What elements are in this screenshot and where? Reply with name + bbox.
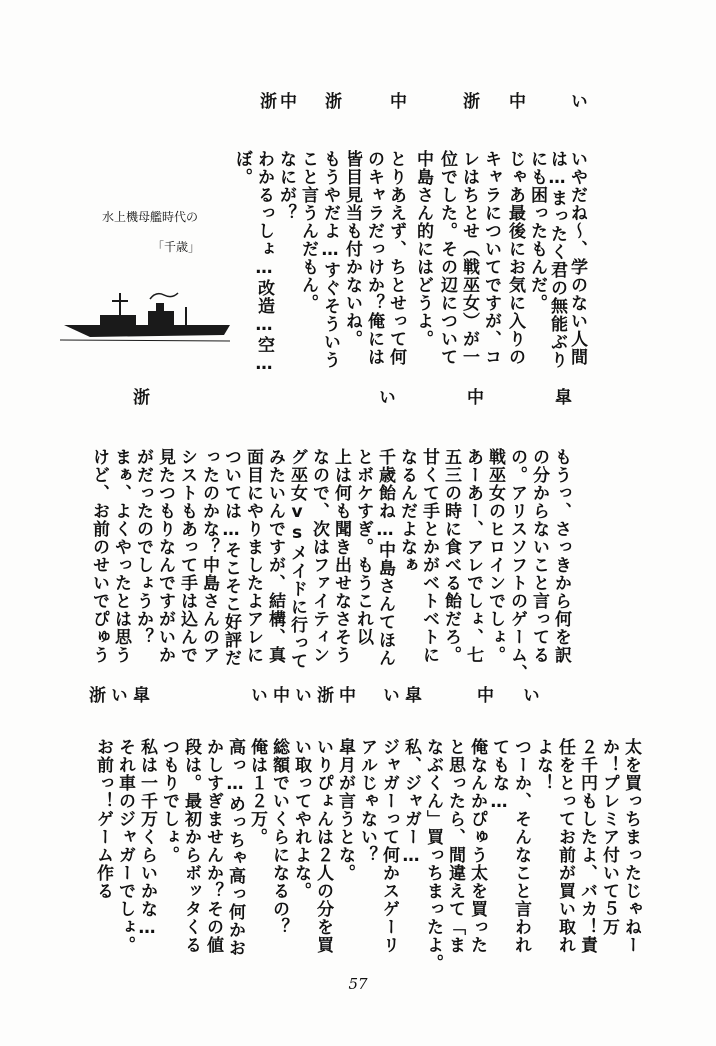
- dialogue-line: キャラについてですが、コ: [481, 150, 501, 366]
- dialogue-line: もうっ、さっきから何を訳: [551, 448, 571, 664]
- speaker-label: い: [375, 388, 395, 405]
- speaker-label: 浙: [321, 92, 341, 109]
- dialogue-line: 位でした。その辺について: [437, 150, 457, 366]
- illustration-caption: 「千歳」: [152, 240, 201, 254]
- dialogue-line: なので、次はファイティン: [309, 448, 329, 664]
- dialogue-line: の分からないこと言ってる: [529, 448, 549, 664]
- speaker-label: 中: [335, 686, 355, 703]
- dialogue-line: 任をとってお前が買い取れ: [555, 738, 575, 954]
- speaker-label: い: [291, 686, 311, 703]
- speaker-label: い: [379, 686, 399, 703]
- speaker-label: 中: [386, 92, 406, 109]
- dialogue-line: けど、お前のせいでぴゅう: [89, 448, 109, 664]
- dialogue-line: シストもあって手は込んで: [177, 448, 197, 664]
- speaker-label: い: [567, 92, 587, 109]
- dialogue-line: 皆目見当も付かないね。: [342, 150, 362, 348]
- dialogue-line: 段は。最初からボッタくる: [181, 738, 201, 954]
- dialogue-line: とりあえず、ちとせって何: [386, 150, 406, 366]
- speaker-label: 皐: [129, 686, 149, 703]
- dialogue-line: 私は一千万くらいかな…: [137, 738, 157, 939]
- speaker-label: い: [519, 686, 539, 703]
- dialogue-line: か！プレミア付いて５万: [599, 738, 619, 936]
- dialogue-line: 総額でいくらになるの？: [269, 738, 289, 936]
- dialogue-line: それ車のジャガーでしょ。: [115, 738, 135, 954]
- dialogue-line: よな！: [533, 738, 553, 792]
- dialogue-line: 皐月が言うとな。: [335, 738, 355, 882]
- dialogue-line: てもな…: [489, 738, 509, 813]
- dialogue-line: みたいんですが、結構、真: [265, 448, 285, 664]
- dialogue-line: こと言うんだもん。: [298, 150, 318, 312]
- dialogue-line: つもりでしょ。: [159, 738, 179, 864]
- dialogue-line: のキャラだっけか？俺には: [364, 150, 384, 366]
- dialogue-line: じゃあ最後にお気に入りの: [505, 150, 525, 366]
- dialogue-line: ジャガーって何かスゲーリ: [379, 738, 399, 954]
- speaker-label: 浙: [459, 92, 479, 109]
- speaker-label: 浙: [85, 686, 105, 703]
- dialogue-line: 俺なんかぴゅう太を買った: [467, 738, 487, 954]
- dialogue-line: なるんだよなぁ: [397, 448, 417, 574]
- illustration-caption: 水上機母艦時代の: [102, 210, 199, 224]
- dialogue-line: ついては…そこそこ好評だ: [221, 448, 241, 667]
- speaker-label: 中: [463, 388, 483, 405]
- dialogue-line: 高っ…めっちゃ高っ何かお: [225, 738, 245, 957]
- dialogue-line: の。アリスソフトのゲーム、: [507, 448, 527, 682]
- dialogue-line: 私、ジャガー…: [401, 738, 421, 867]
- dialogue-line: わかるっしょ…改造…空…: [254, 150, 274, 375]
- page-number: 57: [348, 975, 368, 993]
- dialogue-line: あーあー、アレでしょ、七: [463, 448, 483, 664]
- dialogue-line: ２千円もしたよ、バカ！責: [577, 738, 597, 954]
- speaker-label: 浙: [313, 686, 333, 703]
- speaker-label: 皐: [551, 388, 571, 405]
- dialogue-line: つーか、そんなこと言われ: [511, 738, 531, 954]
- dialogue-line: い取ってやれよな。: [291, 738, 311, 900]
- dialogue-line: 上は何も聞き出せなさそう: [331, 448, 351, 664]
- dialogue-line: まぁ、よくやったとは思う: [111, 448, 131, 664]
- speaker-label: 中: [276, 92, 296, 109]
- dialogue-line: 面目にやりましたよアレに: [243, 448, 263, 664]
- dialogue-line: かしすぎませんか？その値: [203, 738, 223, 954]
- dialogue-line: がだったのでしょうか？: [133, 448, 153, 646]
- dialogue-line: 俺は１２万。: [247, 738, 267, 846]
- speaker-label: 中: [269, 686, 289, 703]
- dialogue-line: 見たつもりなんですがいか: [155, 448, 175, 664]
- speaker-label: 皐: [401, 686, 421, 703]
- speaker-label: 中: [505, 92, 525, 109]
- dialogue-line: 戦巫女のヒロインでしょ。: [485, 448, 505, 664]
- dialogue-line: いやだね～、学のない人間: [567, 150, 587, 366]
- dialogue-line: いりぴょんは２人の分を買: [313, 738, 333, 954]
- dialogue-line: なぶくん」買っちまったよ。: [423, 738, 443, 972]
- warship-drawing: [60, 285, 235, 345]
- dialogue-line: アルじゃない？: [357, 738, 377, 864]
- speaker-label: 浙: [129, 388, 149, 405]
- dialogue-line: もうやだよ…すぐそういう: [320, 150, 340, 369]
- dialogue-line: 中島さん的にはどうよ。: [413, 150, 433, 348]
- dialogue-line: ったのかな？中島さんのア: [199, 448, 219, 664]
- dialogue-line: 五三の時に食べる飴だろ。: [441, 448, 461, 664]
- dialogue-line: と思ったら、間違えて「ま: [445, 738, 465, 954]
- dialogue-line: ぼ。: [232, 150, 252, 186]
- dialogue-line: グ巫女vsメイドに行って: [287, 448, 307, 670]
- speaker-label: い: [107, 686, 127, 703]
- dialogue-line: 千歳飴ね…中島さんてほん: [375, 448, 395, 667]
- dialogue-line: お前っ！ゲーム作る: [93, 738, 113, 900]
- dialogue-line: にも困ったもんだ。: [527, 150, 547, 312]
- dialogue-line: なにが？: [276, 150, 296, 222]
- speaker-label: 中: [473, 686, 493, 703]
- speaker-label: 浙: [256, 92, 276, 109]
- dialogue-line: は…まったく君の無能ぶり: [547, 150, 567, 369]
- speaker-label: い: [247, 686, 267, 703]
- dialogue-line: 太を買っちまったじゃねー: [621, 738, 641, 954]
- dialogue-line: レはちとせ（戦巫女）が一: [459, 150, 479, 366]
- dialogue-line: 甘くて手とかがベトベトに: [419, 448, 439, 664]
- dialogue-line: とボケすぎ。もうこれ以: [353, 448, 373, 646]
